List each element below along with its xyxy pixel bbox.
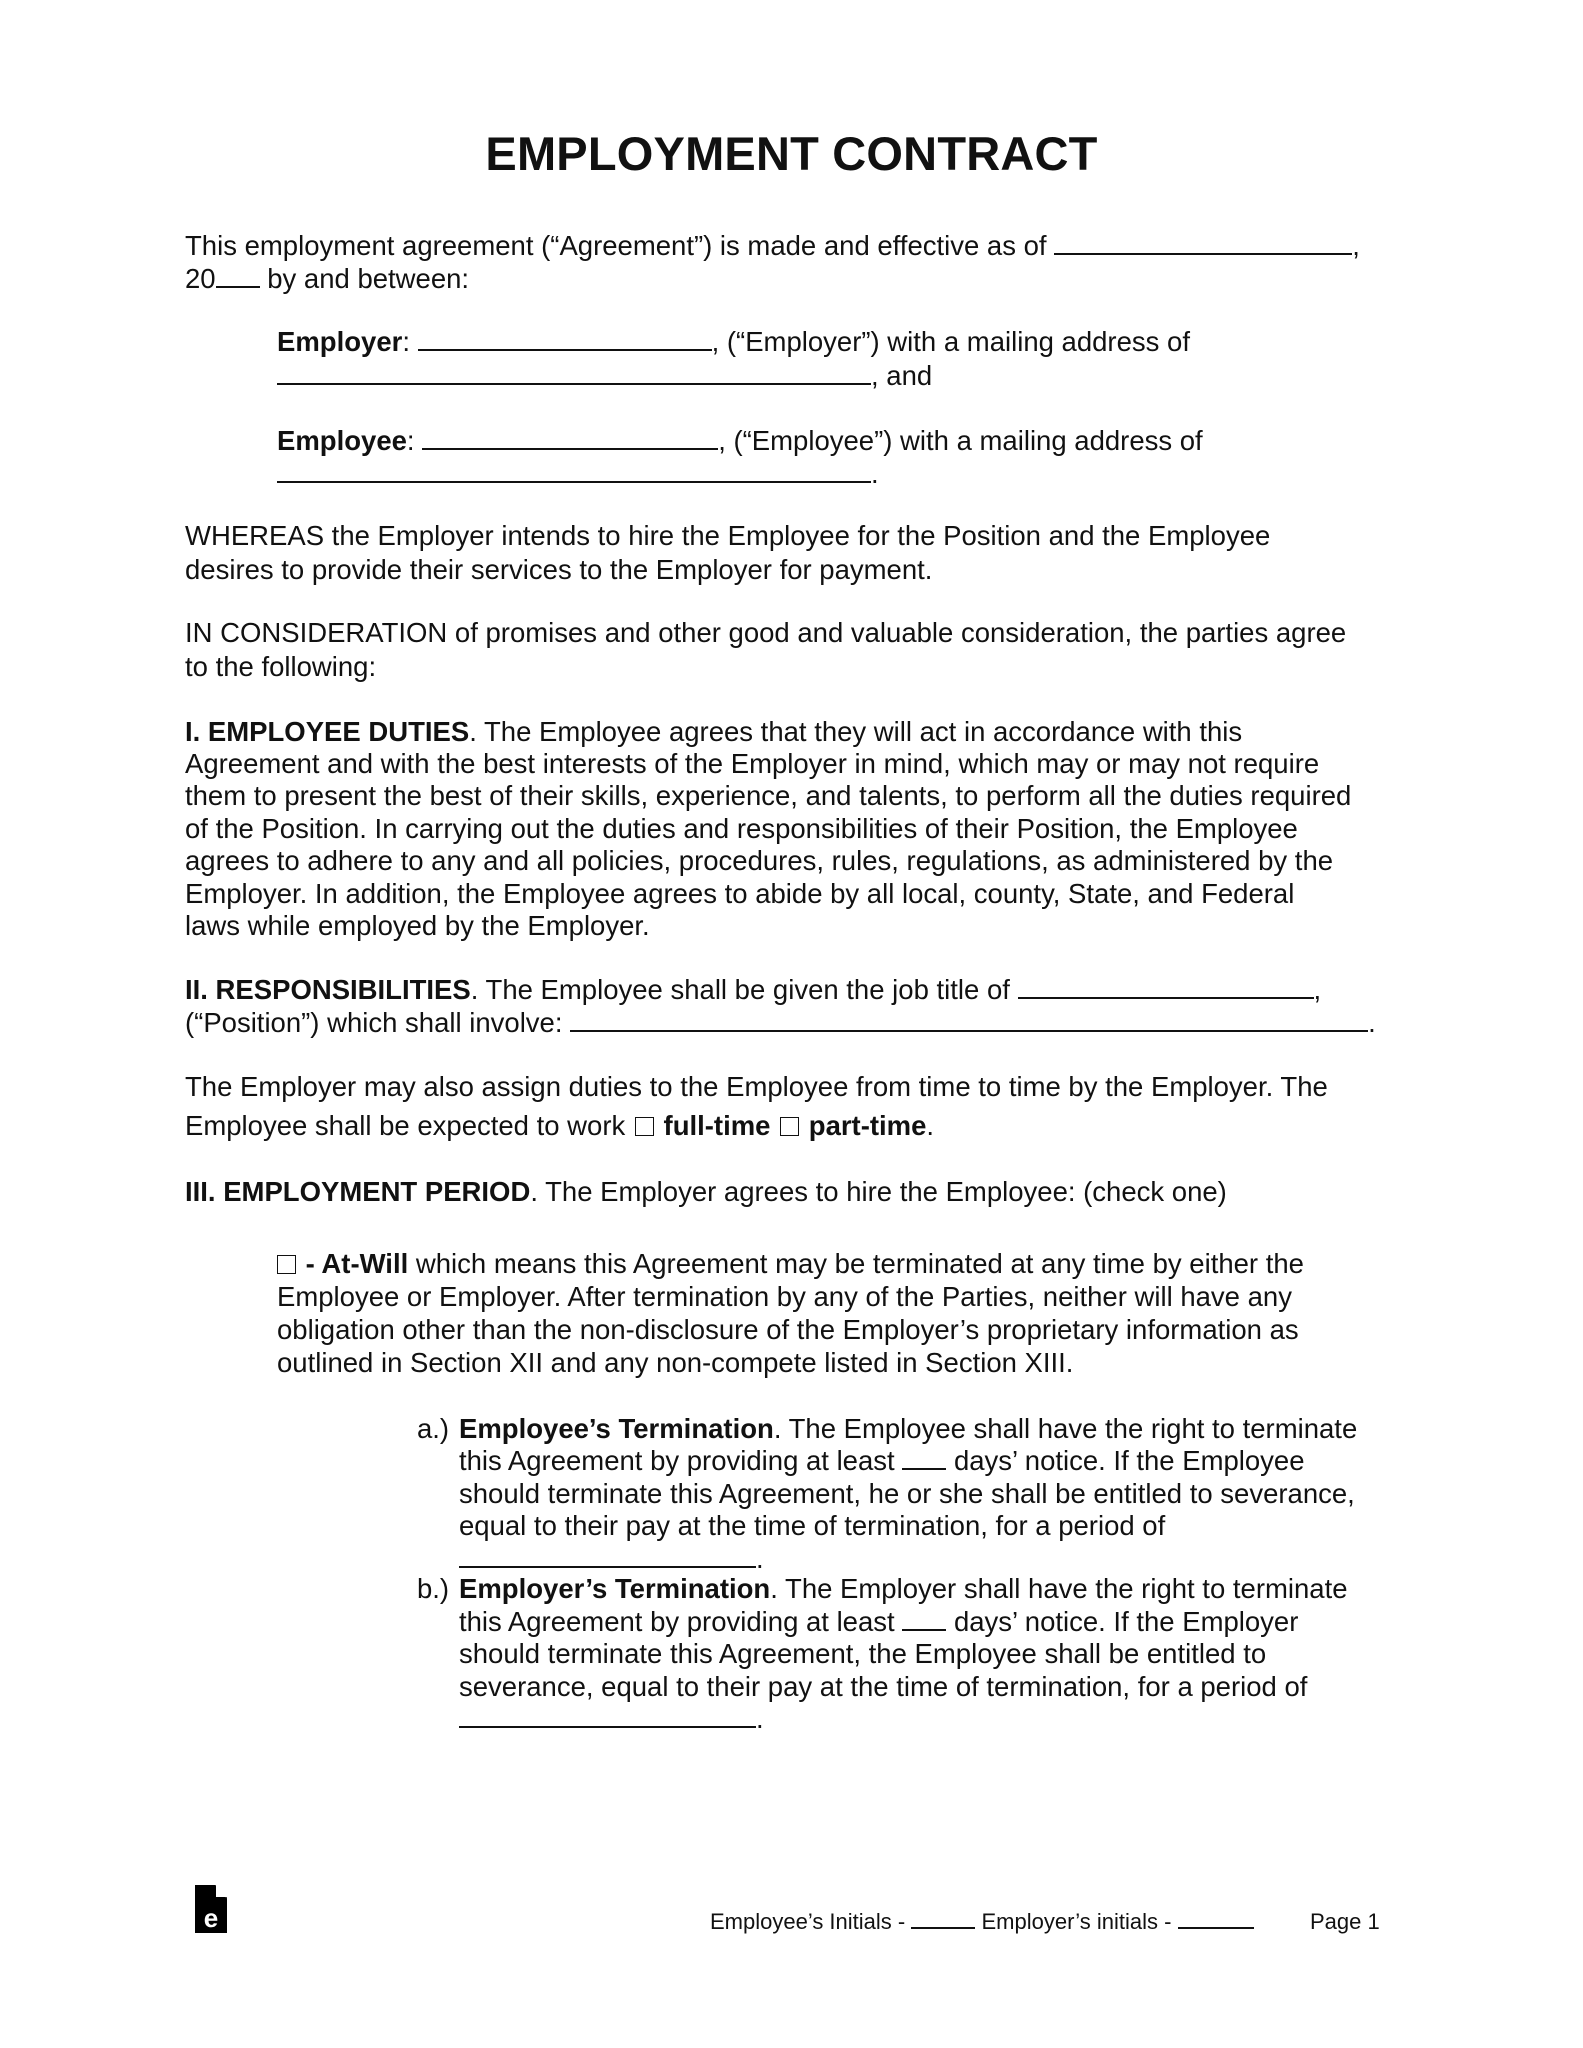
employer-severance-period-field[interactable]: [459, 1704, 756, 1728]
employer-label: Employer: [277, 326, 403, 357]
at-will-line: Employee or Employer. After termination by any of the Parties, neither will have any: [277, 1281, 1292, 1312]
full-time-label: full-time: [663, 1110, 771, 1141]
at-will-label: At-Will: [321, 1248, 409, 1279]
work-type-text: Employee shall be expected to work: [185, 1110, 626, 1141]
employee-address-field[interactable]: [277, 459, 871, 483]
item-a-line-2: [459, 1445, 1305, 1477]
employer-line-end: , and: [871, 360, 933, 391]
item-b-end: .: [756, 1703, 764, 1734]
employee-severance-period-field[interactable]: [459, 1544, 756, 1568]
year-field[interactable]: [216, 264, 260, 288]
employee-notice-days-field[interactable]: [902, 1446, 946, 1470]
consideration-line-2: to the following:: [185, 651, 377, 682]
consideration-line-1: IN CONSIDERATION of promises and other good and valuable consideration, the parties agree: [185, 617, 1347, 648]
intro-text: This employment agreement (“Agreement”) is made and effective as of: [185, 230, 1047, 261]
section3-line-1: [185, 1176, 1227, 1208]
page-title: EMPLOYMENT CONTRACT: [485, 127, 1098, 180]
employee-initials-field[interactable]: [911, 1909, 975, 1929]
section2-heading: II. RESPONSIBILITIES: [185, 974, 471, 1005]
section1-text: . The Employee agrees that they will act in accordance with this: [469, 716, 1243, 747]
item-b-line: severance, equal to their pay at the time of termination, for a period of: [459, 1671, 1308, 1702]
employee-label: Employee: [277, 425, 407, 456]
item-a-marker: a.): [417, 1413, 450, 1444]
employee-line-end: .: [871, 458, 879, 489]
employee-line-1: [277, 425, 1203, 457]
section2-text: . The Employee shall be given the job title of: [470, 974, 1010, 1005]
employer-colon: :: [402, 326, 410, 357]
at-will-line: obligation other than the non-disclosure of the Employer’s proprietary information as: [277, 1314, 1299, 1345]
initials-footer: [710, 1908, 1254, 1936]
employer-line-1: [277, 326, 1190, 358]
at-will-checkbox[interactable]: [277, 1255, 296, 1274]
part-time-checkbox[interactable]: [780, 1117, 799, 1136]
effective-date-field[interactable]: [1054, 231, 1352, 255]
at-will-line: outlined in Section XII and any non-compete listed in Section XIII.: [277, 1347, 1074, 1378]
section1-line: of the Position. In carrying out the duties and responsibilities of their Position, the Employee: [185, 813, 1298, 844]
section1-line: agrees to adhere to any and all policies, procedures, rules, regulations, as administered by the: [185, 845, 1334, 876]
employee-text: , (“Employee”) with a mailing address of: [718, 425, 1203, 456]
intro-comma: ,: [1352, 230, 1360, 261]
section1-line: laws while employed by the Employer.: [185, 910, 650, 941]
employee-initials-label: Employee’s Initials -: [710, 1909, 906, 1934]
intro-between-text: by and between:: [259, 263, 470, 294]
part-time-label: part-time: [808, 1110, 927, 1141]
section2-period: .: [1368, 1007, 1376, 1038]
section2-comma: ,: [1313, 974, 1322, 1005]
item-b-line: should terminate this Agreement, the Employee shall be entitled to: [459, 1638, 1267, 1669]
assign-line-1: The Employer may also assign duties to the Employee from time to time by the Employer. The: [185, 1071, 1328, 1102]
section3-heading: III. EMPLOYMENT PERIOD: [185, 1176, 531, 1207]
section1-line: Employer. In addition, the Employee agrees to abide by all local, county, State, and Federal: [185, 878, 1295, 909]
item-a-period-line: [459, 1543, 764, 1575]
item-a-line: equal to their pay at the time of termination, for a period of: [459, 1510, 1166, 1541]
employer-initials-field[interactable]: [1178, 1909, 1254, 1929]
item-b-notice-pre: this Agreement by providing at least: [459, 1606, 895, 1637]
item-a-line: should terminate this Agreement, he or she shall be entitled to severance,: [459, 1478, 1355, 1509]
job-title-field[interactable]: [1018, 975, 1314, 999]
section2-line-2: [185, 1007, 1376, 1039]
item-b-heading: Employer’s Termination: [459, 1573, 771, 1604]
section1-line: them to present the best of their skills, experience, and talents, to perform all the duties required: [185, 780, 1352, 811]
employer-initials-label: Employer’s initials -: [981, 1909, 1172, 1934]
employer-name-field[interactable]: [418, 327, 712, 351]
section1-heading: I. EMPLOYEE DUTIES: [185, 716, 470, 747]
position-duties-field[interactable]: [570, 1008, 1368, 1032]
employer-line-2: [277, 360, 932, 392]
full-time-checkbox[interactable]: [635, 1117, 654, 1136]
section1-line: Agreement and with the best interests of the Employer in mind, which may or may not require: [185, 748, 1320, 779]
year-prefix: 20: [185, 263, 216, 294]
whereas-line-1: WHEREAS the Employer intends to hire the Employee for the Position and the Employee: [185, 520, 1271, 551]
employee-line-2: [277, 458, 879, 490]
whereas-line-2: desires to provide their services to the Employer for payment.: [185, 554, 933, 585]
item-a-line-1: [459, 1413, 1357, 1445]
employer-notice-days-field[interactable]: [902, 1607, 946, 1631]
intro-line-2: [185, 263, 469, 295]
employee-colon: :: [406, 425, 415, 456]
section2-line-1: [185, 974, 1321, 1006]
employer-address-field[interactable]: [277, 361, 871, 385]
page-number: Page 1: [1310, 1909, 1380, 1934]
employee-name-field[interactable]: [422, 426, 718, 450]
employer-text: , (“Employer”) with a mailing address of: [711, 326, 1190, 357]
at-will-text: which means this Agreement may be terminated at any time by either the: [408, 1248, 1304, 1279]
item-b-text: . The Employer shall have the right to terminate: [770, 1573, 1348, 1604]
item-b-marker: b.): [417, 1573, 450, 1604]
assign-period: .: [926, 1110, 935, 1141]
item-a-notice-pre: this Agreement by providing at least: [459, 1445, 895, 1476]
item-b-line-2: [459, 1606, 1298, 1638]
item-b-period-line: [459, 1703, 764, 1735]
item-a-heading: Employee’s Termination: [459, 1413, 774, 1444]
item-b-line-1: [459, 1573, 1348, 1605]
eforms-e-logo-icon: [195, 1885, 227, 1933]
item-b-notice-post: days’ notice. If the Employer: [946, 1606, 1299, 1637]
section3-text: . The Employer agrees to hire the Employee: (check one): [530, 1176, 1227, 1207]
item-a-notice-post: days’ notice. If the Employee: [946, 1445, 1305, 1476]
assign-line-2: [185, 1110, 934, 1142]
section1-line-1: [185, 716, 1242, 748]
at-will-dash: -: [298, 1248, 322, 1279]
position-text: (“Position”) which shall involve:: [185, 1007, 563, 1038]
intro-line-1: [185, 230, 1360, 262]
item-a-text: . The Employee shall have the right to terminate: [773, 1413, 1358, 1444]
item-a-end: .: [756, 1543, 764, 1574]
svg-text:e: e: [203, 1903, 219, 1933]
at-will-line-1: [277, 1248, 1304, 1280]
